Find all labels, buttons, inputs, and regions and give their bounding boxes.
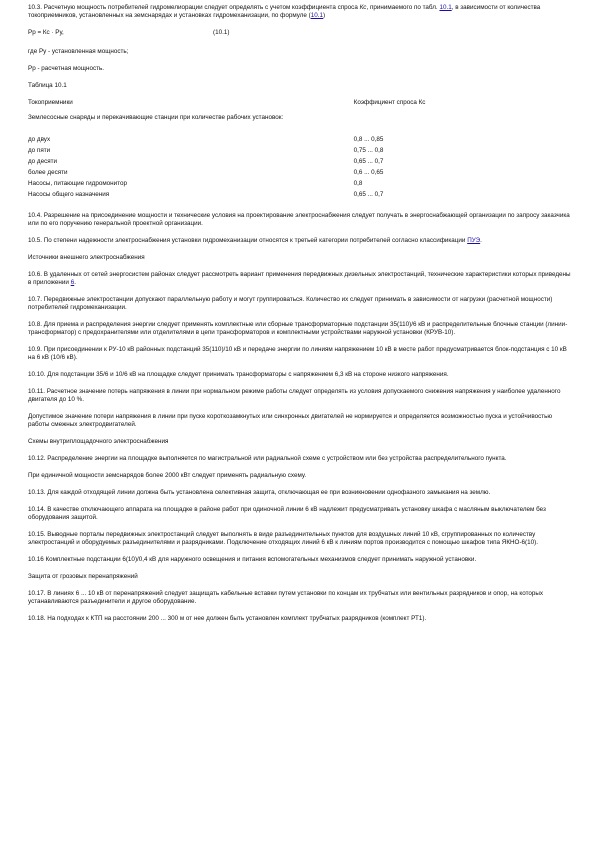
table-cell: Землесосные снаряды и перекачивающие станции при количестве рабочих установок: [28, 114, 284, 121]
table-cell: до десяти [28, 158, 58, 165]
where-definition: где Ру - установленная мощность; [28, 48, 129, 55]
table-row [28, 114, 574, 136]
paragraph-10-6 [28, 271, 574, 287]
table-cell: до пяти [28, 147, 51, 154]
link-formula-10-1[interactable]: 10.1 [310, 12, 324, 19]
table-cell: 0,65 ... 0,7 [353, 158, 384, 165]
formula-number: (10.1) [213, 29, 230, 36]
table-cell: Насосы, питающие гидромонитор [28, 180, 127, 187]
document-page [28, 4, 574, 629]
paragraph-allowed-loss: Допустимое значение потери напряжения в линии при пуске короткозамкнутых или синхронных двигателей не нормируется и определяется возможностью пуска и устойчивостью работы смежных электродвигателей. [28, 413, 553, 428]
paragraph-10-12: 10.12. Распределение энергии на площадке выполняется по магистральной или радиальной схеме с устройством или без устройства распределительного пункта. [28, 455, 507, 462]
formula-expression: Рр = Кс · Ру, [28, 29, 64, 36]
table-header-row [28, 99, 574, 114]
table-header-cell: Коэффициент спроса Кс [353, 99, 426, 106]
paragraph-10-7: 10.7. Передвижные электростанции допускают параллельную работу и могут группироваться. Количество их следует принимать в зависимости от нагрузки (расчетной мощности) потребителей гидромеханизации. [28, 296, 553, 311]
table-cell: 0,8 [353, 180, 363, 187]
table-cell: Насосы общего назначения [28, 191, 110, 198]
section-heading-lightning-protection: Защита от грозовых перенапряжений [28, 573, 138, 580]
paragraph-single-capacity: При единичной мощности земснарядов более 2000 кВт следует применять радиальную схему. [28, 472, 307, 479]
table-row [28, 136, 574, 147]
table-cell: 0,6 ... 0,65 [353, 169, 384, 176]
link-pue[interactable]: ПУЭ [467, 237, 481, 244]
section-heading-external-supply: Источники внешнего электроснабжения [28, 254, 145, 261]
table-cell: 0,8 ... 0,85 [353, 136, 384, 143]
paragraph-10-17: 10.17. В линиях 6 ... 10 кВ от перенапряжений следует защищать кабельные вставки путем установки по концам их трубчатых или вентильных разрядников и опор, на которых устанавливаются разъединители и другое оборудование. [28, 590, 544, 605]
paragraph-text: 10.6. В удаленных от сетей энергосистем районах следует рассмотреть вариант применения передвижных дизельных электростанций, технические характеристики которых приведены в приложении [28, 271, 571, 286]
table-cell: более десяти [28, 169, 68, 176]
link-table-10-1[interactable]: 10.1 [439, 4, 452, 11]
paragraph-10-3 [28, 4, 574, 20]
paragraph-text: . [74, 279, 76, 286]
paragraph-text: ) [323, 12, 326, 19]
table-row [28, 169, 574, 180]
table-row [28, 191, 574, 202]
paragraph-text: 10.3. Расчетную мощность потребителей гидромелиорации следует определять с учетом коэффициента спроса [28, 4, 360, 11]
section-heading-internal-supply: Схемы внутриплощадочного электроснабжения [28, 438, 169, 445]
link-appendix-6[interactable]: 6 [70, 279, 75, 286]
paragraph-10-9: 10.9. При присоединении к РУ-10 кВ районных подстанций 35(110)/10 кВ и передаче энергии по линиям напряжением 10 кВ в месте работ предусматривается блок-подстанция с 10 кВ на 6 кВ (10/6 кВ). [28, 346, 567, 361]
paragraph-10-4: 10.4. Разрешение на присоединение мощности и технические условия на проектирование электроснабжения следует получать в энергоснабжающей организации по запросу заказчика или по его поручению генеральной проектной организации. [28, 212, 570, 227]
paragraph-10-8: 10.8. Для приема и распределения энергии следует применять комплектные или сборные трансформаторные подстанции 35(110)/6 кВ и распределительные блочные станции (линии-трансформатор) с предохранителями или отделителями в цепи трансформаторов и комплектными устройствами наружной установки (КРУВ-10). [28, 321, 568, 336]
paragraph-text: , в зависимости от количества токоприемников, установленных на земснарядах и установках гидромеханизации, по формуле ( [28, 4, 541, 19]
table-cell: до двух [28, 136, 51, 143]
table-row [28, 147, 574, 158]
demand-coefficient-table [28, 99, 574, 202]
table-cell: 0,65 ... 0,7 [353, 191, 384, 198]
paragraph-10-13: 10.13. Для каждой отходящей линии должна быть установлена селективная защита, отключающая ее при возникновении однофазного замыкания на землю. [28, 489, 491, 496]
symbol-kc: Кс [359, 4, 367, 11]
paragraph-10-18: 10.18. На подходах к КТП на расстоянии 200 ... 300 м от нее должен быть установлен комплект трубчатых разрядников (комплект РТ1). [28, 615, 427, 622]
table-row [28, 158, 574, 169]
table-row [28, 180, 574, 191]
paragraph-10-14: 10.14. В качестве отключающего аппарата на площадке в районе работ при одиночной линии 6 кВ надлежит предусматривать установку шкафа с масляным выключателем без оборудования защитой. [28, 506, 546, 521]
paragraph-text: . [480, 237, 482, 244]
table-title: Таблица 10.1 [28, 82, 67, 89]
formula-10-1 [28, 29, 574, 39]
where-definition: Рр - расчетная мощность. [28, 65, 105, 72]
paragraph-text: 10.5. По степени надежности электроснабжения установки гидромеханизации относятся к третьей категории потребителей согласно классификации [28, 237, 468, 244]
table-header-cell: Токоприемники [28, 99, 73, 106]
paragraph-10-15: 10.15. Выводные порталы передвижных электростанций следует выполнять в виде разъединительных пунктов для воздушных линий 10 кВ, сгруппированных по количеству электростанций и оборудуемых разъединителями и разрядниками. Подключение отходящих линий 6 кВ к линиям портов производится с помощью шкафов типа ЯКНО-6(10). [28, 531, 539, 546]
paragraph-10-5 [28, 237, 574, 245]
paragraph-10-10: 10.10. Для подстанции 35/6 и 10/6 кВ на площадке следует принимать трансформаторы с напряжением 6,3 кВ на стороне низкого напряжения. [28, 371, 449, 378]
paragraph-10-16: 10.16 Комплектные подстанции 6(10)/0,4 кВ для наружного освещения и питания вспомогательных механизмов следует принимать наружной установки. [28, 556, 477, 563]
paragraph-text: , принимаемого по табл. [366, 4, 440, 11]
table-cell [354, 114, 574, 136]
paragraph-10-11: 10.11. Расчетное значение потерь напряжения в линии при нормальном режиме работы следует определять из условия допускаемого снижения напряжения у наиболее удаленного двигателя до 10 %. [28, 388, 561, 403]
table-cell: 0,75 ... 0,8 [353, 147, 384, 154]
